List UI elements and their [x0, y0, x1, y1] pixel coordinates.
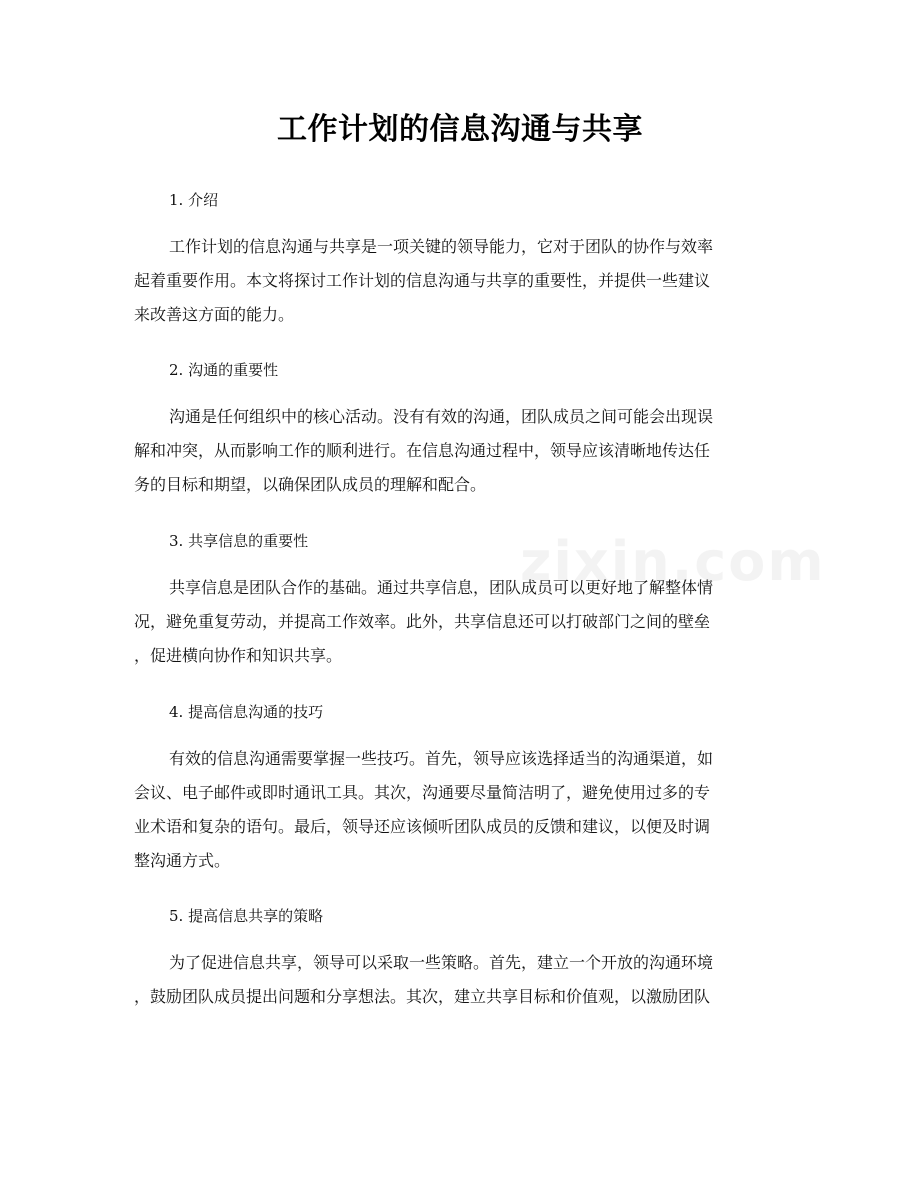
paragraph-line: 工作计划的信息沟通与共享是一项关键的领导能力，它对于团队的协作与效率: [169, 237, 714, 256]
section-paragraph-sharing-strategies: [134, 946, 786, 1014]
paragraph-line: 会议、电子邮件或即时通讯工具。其次，沟通要尽量简洁明了，避免使用过多的专: [134, 783, 711, 802]
section-paragraph-communication: [134, 400, 786, 502]
paragraph-line: 业术语和复杂的语句。最后，领导还应该倾听团队成员的反馈和建议，以便及时调: [134, 817, 711, 836]
paragraph-line: 解和冲突，从而影响工作的顺利进行。在信息沟通过程中，领导应该清晰地传达任: [134, 441, 711, 460]
section-heading-sharing: 3. 共享信息的重要性: [169, 532, 309, 550]
section-heading-intro: 1. 介绍: [169, 191, 219, 209]
section-heading-sharing-strategies: 5. 提高信息共享的策略: [169, 907, 324, 925]
paragraph-line: 况，避免重复劳动，并提高工作效率。此外，共享信息还可以打破部门之间的壁垒: [134, 612, 711, 631]
section-paragraph-sharing: [134, 571, 786, 673]
paragraph-line: 整沟通方式。: [134, 851, 231, 870]
section-heading-communication: 2. 沟通的重要性: [169, 361, 279, 379]
paragraph-line: ，促进横向协作和知识共享。: [134, 646, 343, 665]
section-heading-communication-skills: 4. 提高信息沟通的技巧: [169, 703, 324, 721]
section-paragraph-communication-skills: [134, 742, 786, 878]
document-title: 工作计划的信息沟通与共享: [277, 112, 643, 147]
paragraph-line: 共享信息是团队合作的基础。通过共享信息，团队成员可以更好地了解整体情: [169, 578, 714, 597]
paragraph-line: 来改善这方面的能力。: [134, 305, 295, 324]
paragraph-line: 沟通是任何组织中的核心活动。没有有效的沟通，团队成员之间可能会出现误: [169, 407, 714, 426]
paragraph-line: 起着重要作用。本文将探讨工作计划的信息沟通与共享的重要性，并提供一些建议: [134, 271, 711, 290]
paragraph-line: 为了促进信息共享，领导可以采取一些策略。首先，建立一个开放的沟通环境: [169, 953, 714, 972]
paragraph-line: 有效的信息沟通需要掌握一些技巧。首先，领导应该选择适当的沟通渠道，如: [169, 749, 714, 768]
section-paragraph-intro: [134, 230, 786, 332]
paragraph-line: 务的目标和期望，以确保团队成员的理解和配合。: [134, 475, 487, 494]
paragraph-line: ，鼓励团队成员提出问题和分享想法。其次，建立共享目标和价值观，以激励团队: [134, 987, 711, 1006]
